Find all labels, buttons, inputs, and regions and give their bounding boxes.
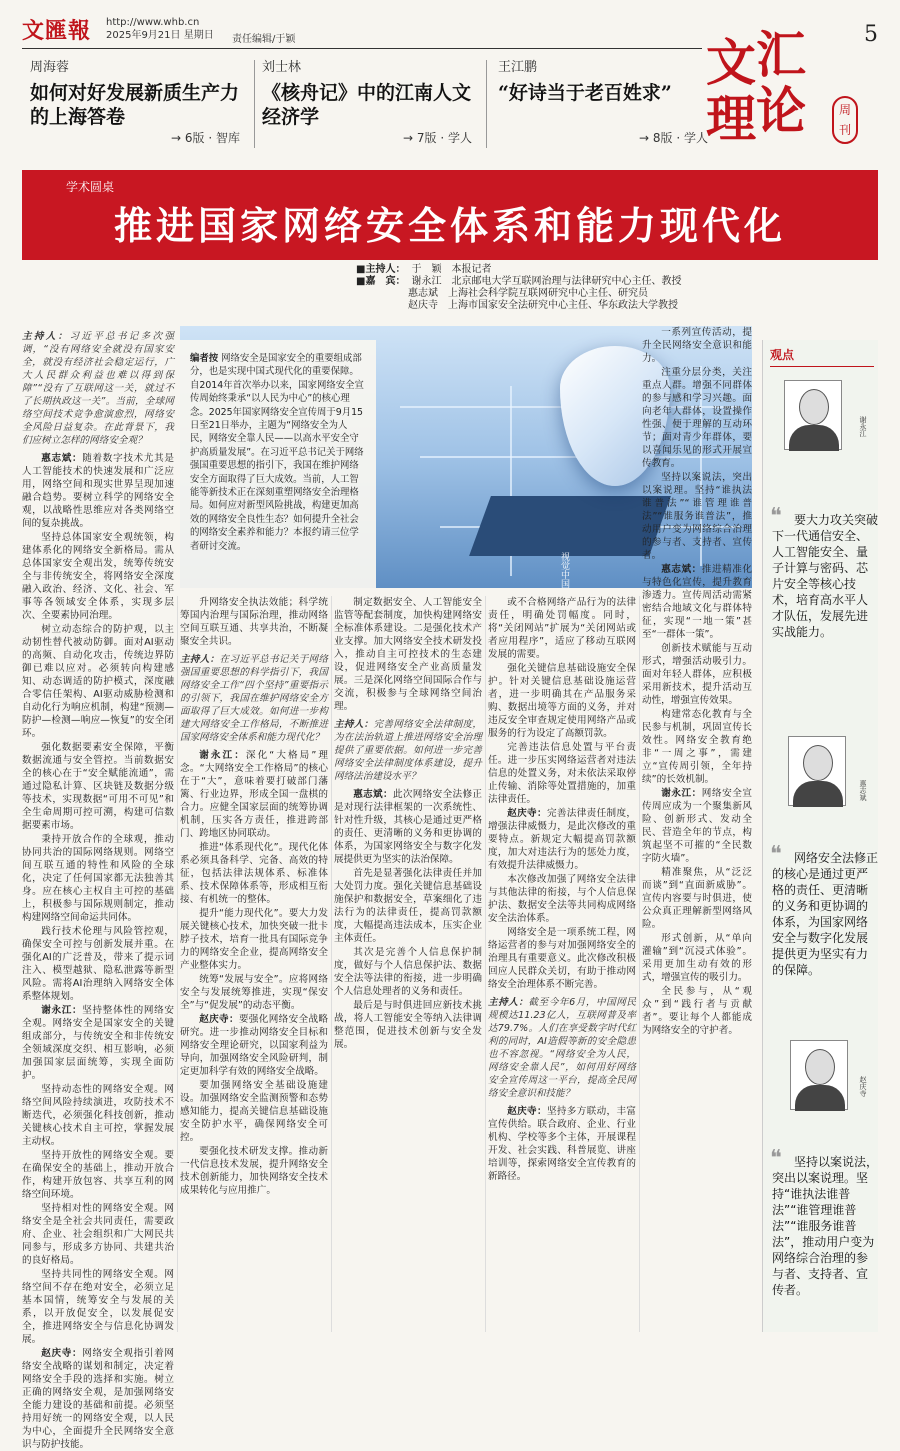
section-brand xyxy=(700,25,830,150)
speaker-name: 惠志斌： xyxy=(353,789,393,800)
speaker-name: 惠志斌： xyxy=(661,564,702,575)
article-paragraph xyxy=(488,662,636,740)
portrait-face xyxy=(803,745,833,781)
paragraph-text: 创新技术赋能与互动形式，增强活动吸引力。面对年轻人群体，应积极采用新技术，提升活动互动性，增强宣传效果。 xyxy=(642,643,752,706)
portrait-body xyxy=(793,781,843,807)
speaker-name: 主持人： xyxy=(180,654,220,665)
paragraph-text: 坚持相对性的网络安全观。网络安全是全社会共同责任，需要政府、企业、社会组织和广大网民共同参与，形成多方协同、共建共治的良好格局。 xyxy=(22,1203,174,1266)
masthead xyxy=(22,14,702,44)
paragraph-text: 强化数据要素安全保障，平衡数据流通与安全管控。当前数据安全的核心在于“安全赋能流通”，需通过隐私计算、区块链及数据分级等技术，实现数据“可用不可见”和全生命周期可控可溯，构建可信数据要素市场。 xyxy=(22,742,174,831)
host-row: ■主持人： 于 颖 本报记者 xyxy=(356,264,492,275)
page-number: 5 xyxy=(864,22,878,47)
article-paragraph xyxy=(334,946,482,998)
guest-row: ■嘉 宾： 谢永江 北京邮电大学互联网治理与法律研究中心主任、教授 xyxy=(356,276,682,287)
teaser-page-ref: → 7版 · 学人 xyxy=(403,131,472,145)
guest-row: 赵庆寺 上海市国家安全法研究中心主任、华东政法大学教授 xyxy=(408,300,678,311)
paragraph-text: 网络安全观指引着网络安全战略的谋划和制定，决定着网络安全手段的选择和实施。树立正确的网络安全观，是加强网络安全能力建设的基础和前提。必须坚持用好统一的网络安全观，以人民为中心，全面提升全民网络安全意识与防护技能。 xyxy=(22,1348,175,1450)
editor-note xyxy=(180,340,376,588)
paragraph-text: 提升“能力现代化”。要大力发展关键核心技术，加快突破一批卡脖子技术，培育一批具有国际竞争力的网络安全企业，提高网络安全产业整体实力。 xyxy=(180,908,328,971)
article-paragraph xyxy=(334,788,482,866)
speaker-name: 主持人： xyxy=(488,997,529,1008)
speaker-name: 赵庆寺： xyxy=(199,1014,239,1025)
quote-mark-icon: ❝ xyxy=(770,1146,782,1171)
article-paragraph xyxy=(642,366,752,470)
paragraph-text: 秉持开放合作的全球观，推动协同共治的国际网络规则。网络空间互联互通的特性和风险的全球化，决定了任何国家都无法独善其身。应在核心主权自主可控的基础上，积极参与国际规则制定，推动构建网络空间命运共同体。 xyxy=(22,834,174,923)
site-info xyxy=(106,16,214,42)
article-paragraph xyxy=(22,1347,174,1451)
teaser-page-ref: → 8版 · 学人 xyxy=(639,131,708,145)
article-paragraph xyxy=(180,973,328,1012)
paragraph-text: 习近平总书记多次强调，“没有网络安全就没有国家安全，就没有经济社会稳定运行，广大人民群众利益也难以得到保障”“没有了互联网这一关，就过不了长期执政这一关”。当前，全球网络空间技术竞争愈演愈烈，网络安全风险日益复杂。在此背景下，我们应树立怎样的网络安全观？ xyxy=(22,331,174,446)
paragraph-text: 完善网络安全法律制度，为在法治轨道上推进网络安全治理提供了重要依据。如何进一步完善网络安全法律制度体系建设，提升网络法治建设水平？ xyxy=(334,719,483,782)
paragraph-text: 要强化技术研发支撑。推动新一代信息技术发展，提升网络安全技术创新能力，加快网络安全技术成果转化与应用推广。 xyxy=(180,1146,328,1196)
paragraph-text: 随着数字技术尤其是人工智能技术的快速发展和广泛应用，网络空间和现实世界呈现加速融合趋势。要树立科学的网络安全观，以战略性思维应对各类网络空间的复杂挑战。 xyxy=(22,453,175,529)
paragraph-text: 首先是显著强化法律责任并加大处罚力度。强化关键信息基础设施保护和数据安全，草案细化了违法行为的法律责任，提高罚款额度，大幅提高违法成本，压实企业主体责任。 xyxy=(334,868,482,944)
article-paragraph xyxy=(488,1105,636,1183)
host-guest-list xyxy=(356,264,696,314)
site-url[interactable]: http://www.whb.cn xyxy=(106,17,200,28)
expert-name: 谢永江 xyxy=(859,416,867,437)
article-paragraph xyxy=(180,1013,328,1078)
speaker-name: 赵庆寺： xyxy=(507,808,547,819)
pull-quote-3: 坚持以案说法，突出以案说理。坚持“谁执法谁普法”“谁管理谁普法”“谁服务谁普法”，推动用户变为网络综合治理的参与者、支持者、宣传者。 xyxy=(772,1155,879,1297)
teaser-strip xyxy=(22,56,708,152)
portrait-body xyxy=(795,1085,845,1111)
teaser-divider xyxy=(486,60,487,148)
viewpoint-heading: 观点 xyxy=(770,346,874,367)
column-rule xyxy=(331,596,332,1332)
article-column-5 xyxy=(642,326,752,1332)
speaker-name: 谢永江： xyxy=(199,750,246,761)
teaser-3[interactable] xyxy=(498,56,718,152)
teaser-1[interactable] xyxy=(30,56,250,152)
paragraph-text: 或不合格网络产品行为的法律责任，明确处罚幅度。同时，将“关闭网站”扩展为“关闭网站或者应用程序”，适应了移动互联网发展的需要。 xyxy=(488,597,636,660)
paragraph-text: 网络安全宣传周应成为一个聚集新风险、创新形式、发动全民、营造全年的节点，构筑起坚不可摧的“全民数字防火墙”。 xyxy=(642,788,752,864)
article-paragraph xyxy=(22,1083,174,1148)
article-column-4 xyxy=(488,596,636,1332)
article-paragraph xyxy=(22,741,174,832)
paragraph-text: 要加强网络安全基础设施建设。加强网络安全监测预警和态势感知能力，提高关键信息基础设施安全防护水平，确保网络安全可控。 xyxy=(180,1080,328,1143)
teaser-divider xyxy=(254,60,255,148)
article-paragraph xyxy=(488,596,636,661)
article-paragraph xyxy=(22,833,174,924)
paragraph-text: 要强化网络安全战略研究。进一步推动网络安全目标和网络安全理论研究，以国家利益为导向，加强网络安全风险研判，制定更加科学有效的网络安全战略。 xyxy=(180,1014,329,1077)
paragraph-text: 坚持多方联动，丰富宣传供给。联合政府、企业、行业机构、学校等多个主体，开展课程开发、社会实践、科普展览、讲座培训等，探索网络安全宣传教育的新路径。 xyxy=(488,1106,637,1182)
paragraph-text: 统筹“发展与安全”。应将网络安全与发展统筹推进，实现“保安全”与“促发展”的动态平衡。 xyxy=(180,974,328,1011)
paragraph-text: 截至今年6月，中国网民规模达11.23亿人，互联网普及率达79.7%。人们在享受数字时代红利的同时，AI造假等新的安全隐患也不容忽视。“网络安全为人民，网络安全靠人民”，如何用好网络安全宣传周这一平台，提高全民网络安全意识和技能？ xyxy=(488,997,637,1099)
article-paragraph xyxy=(22,925,174,1003)
article-paragraph xyxy=(22,452,174,530)
article-paragraph xyxy=(334,596,482,713)
teaser-page-ref: → 6版 · 智库 xyxy=(171,131,240,145)
article-paragraph xyxy=(488,926,636,991)
expert-portrait-2 xyxy=(788,736,846,806)
paragraph-text: 强化关键信息基础设施安全保护。针对关键信息基础设施运营者，进一步明确其在产品服务采购、数据出境等方面的义务，并对违反安全审查规定使用网络产品或服务的行为设定了高额罚款。 xyxy=(488,663,636,739)
editor-note-text: 网络安全是国家安全的重要组成部分，也是实现中国式现代化的重要保障。自2014年首次举办以来，国家网络安全宣传周始终秉承“以人民为中心”的核心理念。2025年国家网络安全宣传周于9月15日至21日举办，主题为“网络安全为人民，网络安全靠人民——以高水平安全守护高质量发展”。在习近平总书记关于网络强国重要思想的指引下，我国在维护网络安全方面取得了巨大成效。当前，人工智能等新技术正在深刻重塑网络安全治理格局。如何应对新型风险挑战，构建更加高效的网络安全良性生态？如何提升全社会的网络安全素养和能力？本报约请三位学者研讨交流。 xyxy=(190,353,364,552)
paragraph-text: 推进精准化与特色化宣传，提升教育渗透力。宣传周活动需紧密结合地域文化与群体特征，实现“一地一策”甚至“一群体一策”。 xyxy=(642,564,752,640)
photo-credit: 视觉中国 xyxy=(559,552,569,588)
responsible-editor: 责任编辑/于颖 xyxy=(232,34,296,45)
paragraph-text: 坚持总体国家安全观统领，构建体系化的网络安全新格局。需从总体国家安全观出发，统筹传统安全与非传统安全，将网络安全深度融入政治、经济、文化、社会、军事等各领域安全体系，实现多层次、全要素协同治理。 xyxy=(22,532,174,621)
article-paragraph xyxy=(334,999,482,1051)
article-paragraph xyxy=(642,708,752,786)
speaker-name: 谢永江： xyxy=(661,788,702,799)
host-question xyxy=(180,649,328,748)
teaser-author: 周海蓉 xyxy=(30,60,70,75)
speaker-name: 赵庆寺： xyxy=(507,1106,547,1117)
paragraph-text: 树立动态综合的防护观，以主动韧性替代被动防御。面对AI驱动的高频、自动化攻击，传统边界防御已难以应对。必须转向构建感知、动态调适的防护模式，深度融合零信任架构、AI驱动威胁检测和自动化行为响应机制，构建“预测—防护—检测—响应—恢复”的安全闭环。 xyxy=(22,624,174,739)
teaser-headline[interactable]: “好诗当于老百姓求” xyxy=(498,82,672,104)
article-paragraph xyxy=(642,932,752,984)
host-question xyxy=(334,714,482,787)
paragraph-text: 注重分层分类，关注重点人群。增强不同群体的参与感和学习兴趣。面向老年人群体，设置操作性强、便于理解的互动环节；面对青少年群体，要以喜闻乐见的形式开展宣传教育。 xyxy=(642,367,752,469)
masthead-rule xyxy=(22,48,702,49)
expert-portrait-3 xyxy=(790,1040,848,1110)
paragraph-text: 推进“体系现代化”。现代化体系必须具备科学、完备、高效的特征，包括法律法规体系、标准体系、技术保障体系等，形成相互衔接、有机统一的整体。 xyxy=(180,842,328,905)
weekly-badge: 周刊 xyxy=(832,96,858,144)
quote-mark-icon: ❝ xyxy=(770,842,782,867)
paragraph-text: 网络安全是一项系统工程，网络运营者的参与对加强网络安全的治理具有重要意义。此次修改积极回应人民群众关切，有助于推动网络安全治理体系不断完善。 xyxy=(488,927,636,990)
article-paragraph xyxy=(334,867,482,945)
teaser-author: 刘士林 xyxy=(262,60,302,75)
section-label: 学术圆桌 xyxy=(66,180,115,194)
quote-mark-icon: ❝ xyxy=(770,504,782,529)
host-question xyxy=(22,326,174,451)
pull-quote-2: 网络安全法修正的核心是通过更严格的责任、更清晰的义务和更协调的体系，为国家网络安全与数字化发展提供更为坚实有力的保障。 xyxy=(772,851,879,977)
speaker-name: 主持人： xyxy=(22,331,70,342)
speaker-name: 惠志斌： xyxy=(41,453,83,464)
editor-note-tag: 编者按 xyxy=(190,353,219,364)
article-paragraph xyxy=(642,642,752,707)
paragraph-text: 完善违法信息处置与平台责任。进一步压实网络运营者对违法信息的处置义务，对未依法采取停止传输、消除等处置措施的，加重法律责任。 xyxy=(488,742,636,805)
portrait-body xyxy=(789,425,839,451)
article-paragraph xyxy=(180,907,328,972)
article-paragraph xyxy=(22,1268,174,1346)
column-rule xyxy=(485,596,486,1332)
article-column-2 xyxy=(180,596,328,1332)
brand-char-2: 汇 xyxy=(756,25,806,84)
expert-name: 惠志斌 xyxy=(859,780,867,801)
article-paragraph xyxy=(488,807,636,872)
paragraph-text: 最后是与时俱进回应新技术挑战，将人工智能安全等纳入法律调整范围，促进技术创新与安全发展。 xyxy=(334,1000,482,1050)
paragraph-text: 一系列宣传活动，提升全民网络安全意识和能力。 xyxy=(642,327,752,364)
article-paragraph xyxy=(642,787,752,865)
brand-char-3: 理 xyxy=(706,89,756,148)
paragraph-text: 构建常态化教育与全民参与机制，巩固宣传长效性。网络安全教育绝非“一周之事”，需建立“宣传周引领，全年持续”的长效机制。 xyxy=(642,709,752,785)
paragraph-text: 在习近平总书记关于网络强国重要思想的科学指引下，我国网络安全工作“四个坚持”重要指示的引领下，我国在维护网络安全方面取得了巨大成效。如何进一步构建大网络安全工作格局，不断推进国家网络安全体系和能力现代化？ xyxy=(180,654,329,743)
speaker-name: 主持人： xyxy=(334,719,374,730)
paragraph-text: 坚持整体性的网络安全观。网络安全是国家安全的关键组成部分，与传统安全和非传统安全领域深度交织、相互影响，必须加强国家层面统筹，实现全面防护。 xyxy=(22,1005,175,1081)
paragraph-text: 坚持动态性的网络安全观。网络空间风险持续演进，攻防技术不断迭代，必须强化科技创新，推动关键核心技术自主可控，掌握发展主动权。 xyxy=(22,1084,174,1147)
paragraph-text: 深化“大格局”理念。“大网络安全工作格局”的核心在于“大”，意味着要打破部门藩篱、行业边界，形成全国一盘棋的合力。应健全国家层面的统筹协调机制，压实各方责任，推进跨部门、跨地区协同联动。 xyxy=(180,750,328,839)
portrait-face xyxy=(799,389,829,425)
paragraph-text: 制定数据安全、人工智能安全监管等配套制度，加快构建网络安全标准体系建设。二是强化技术产业支撑。加大网络安全技术研发投入，推动自主可控技术的生态建设，促进网络安全产业高质量发展。三是深化网络空间国际合作与交流，积极参与全球网络空间治理。 xyxy=(334,597,482,712)
article-paragraph xyxy=(22,1202,174,1267)
paragraph-text: 践行技术伦理与风险管控观，确保安全可控与创新发展并重。在强化AI的广泛普及，带来了提示词注入、模型越狱、隐私泄露等新型风险。需将AI治理纳入网络安全体系整体规划。 xyxy=(22,926,174,1002)
article-paragraph xyxy=(180,1079,328,1144)
article-paragraph xyxy=(180,749,328,840)
teaser-2[interactable] xyxy=(262,56,482,152)
article-paragraph xyxy=(180,596,328,648)
article-paragraph xyxy=(180,1145,328,1197)
expert-name: 赵庆寺 xyxy=(859,1076,867,1097)
paragraph-text: 坚持以案说法，突出以案说理。坚持“谁执法谁普法”“谁管理谁普法”“谁服务谁普法”，推动用户变为网络综合治理的参与者、支持者、宣传者。 xyxy=(642,472,752,561)
issue-date: 2025年9月21日 星期日 xyxy=(106,30,214,41)
paragraph-text: 其次是完善个人信息保护制度，做好与个人信息保护法、数据安全法等法律的衔接，进一步明确个人信息处理者的义务和责任。 xyxy=(334,947,482,997)
guest-row: 惠志斌 上海社会科学院互联网研究中心主任、研究员 xyxy=(408,288,648,299)
paragraph-text: 精准聚焦，从“泛泛而谈”到“直面新威胁”。宣传内容要与时俱进，使公众真正理解新型网络风险。 xyxy=(642,867,752,930)
paragraph-text: 完善法律责任制度，增强法律威慑力，是此次修改的重要特点。新规定大幅提高罚款额度，加大对违法行为的惩处力度，有效提升法律威慑力。 xyxy=(488,808,637,871)
article-paragraph xyxy=(642,866,752,931)
expert-portrait-1 xyxy=(784,380,842,450)
paragraph-text: 全民参与，从“观众”到“践行者与贡献者”。要让每个人都能成为网络安全的守护者。 xyxy=(642,986,752,1036)
article-paragraph xyxy=(488,741,636,806)
portrait-face xyxy=(805,1049,835,1085)
speaker-name: 赵庆寺： xyxy=(41,1348,83,1359)
article-paragraph xyxy=(642,985,752,1037)
pull-quote-1: 要大力攻关突破下一代通信安全、人工智能安全、量子计算与密码、芯片安全等核心技术，培育高水平人才队伍，发展先进实战能力。 xyxy=(772,513,879,639)
host-question xyxy=(488,992,636,1104)
article-paragraph xyxy=(180,841,328,906)
paragraph-text: 坚持共同性的网络安全观。网络空间不存在绝对安全，必须立足基本国情，统筹安全与发展的关系，以开放促安全，以发展促安全，推进网络安全与信息化协调发展。 xyxy=(22,1269,174,1345)
circuit-chip xyxy=(469,496,671,556)
column-rule xyxy=(177,596,178,1332)
paragraph-text: 升网络安全执法效能；科学统筹国内治理与国际治理，推动网络空间互联互通、共享共治，不断凝聚安全共识。 xyxy=(180,597,328,647)
article-column-1 xyxy=(22,326,175,1450)
brand-char-1: 文 xyxy=(706,33,756,92)
article-paragraph xyxy=(22,531,174,622)
article-paragraph xyxy=(642,471,752,562)
article-paragraph xyxy=(22,1004,174,1082)
brand-char-4: 论 xyxy=(756,81,806,140)
paragraph-text: 形式创新，从“单向灌输”到“沉浸式体验”。采用更加生动有效的形式，增强宣传的吸引力。 xyxy=(642,933,752,983)
teaser-author: 王江鹏 xyxy=(498,60,538,75)
article-paragraph xyxy=(642,326,752,365)
newspaper-logo: 文匯報 xyxy=(22,18,92,44)
column-rule xyxy=(639,596,640,1332)
article-paragraph xyxy=(642,563,752,641)
paragraph-text: 本次修改加强了网络安全法律与其他法律的衔接，与个人信息保护法、数据安全法等共同构成网络安全法治体系。 xyxy=(488,874,636,924)
paragraph-text: 坚持开放性的网络安全观。要在确保安全的基础上，推动开放合作，构建开放包容、共享互利的网络空间环境。 xyxy=(22,1150,174,1200)
teaser-headline[interactable]: 《核舟记》中的江南人文经济学 xyxy=(262,82,472,128)
article-paragraph xyxy=(488,873,636,925)
article-paragraph xyxy=(22,1149,174,1201)
article-column-3 xyxy=(334,596,482,1332)
paragraph-text: 此次网络安全法修正是对现行法律框架的一次系统性、针对性升级，其核心是通过更严格的责任、更清晰的义务和更协调的体系，为国家网络安全与数字化发展提供更为坚实的法治保障。 xyxy=(334,789,483,865)
article-paragraph xyxy=(22,623,174,740)
speaker-name: 谢永江： xyxy=(41,1005,83,1016)
teaser-headline[interactable]: 如何对好发展新质生产力的上海答卷 xyxy=(30,82,240,128)
article-title: 推进国家网络安全体系和能力现代化 xyxy=(113,204,786,248)
